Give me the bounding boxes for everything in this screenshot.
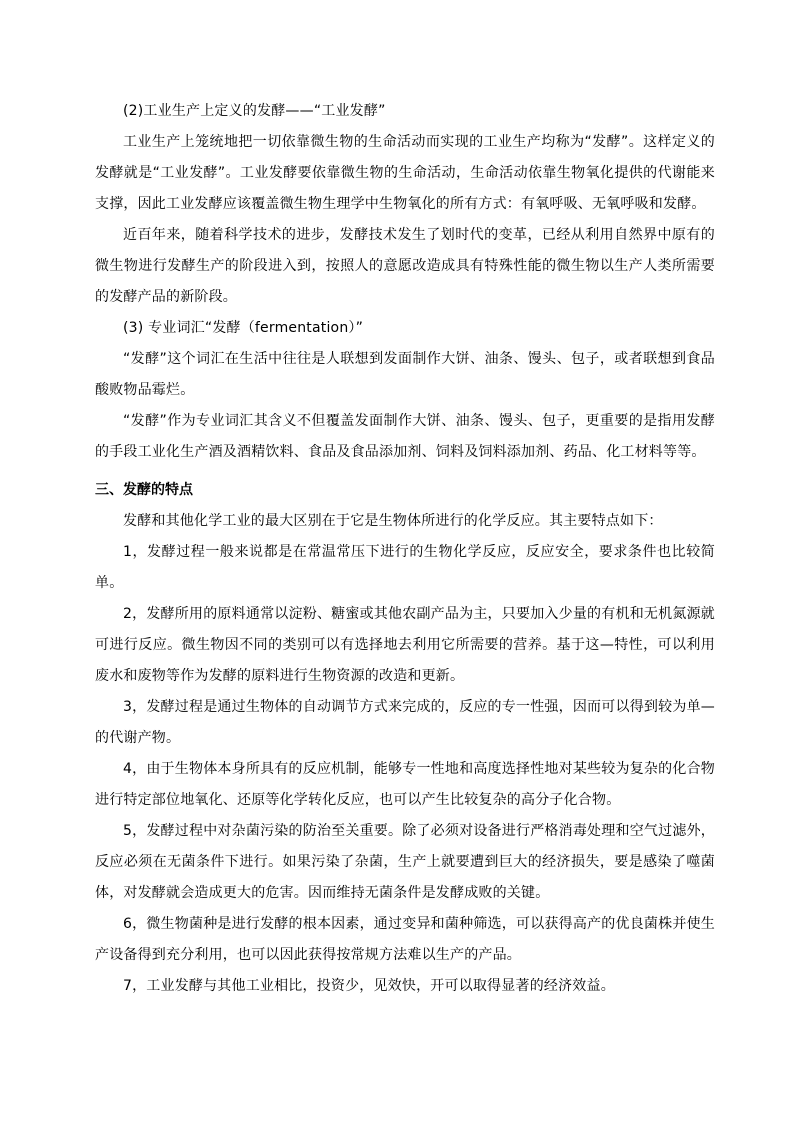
paragraph-everyday-meaning: “发酵”这个词汇在生活中往往是人联想到发面制作大饼、油条、馒头、包子，或者联想到食品酸败物品霉烂。 bbox=[95, 351, 715, 398]
paragraph-century-progress: 近百年来，随着科学技术的进步，发酵技术发生了划时代的变革，已经从利用自然界中原有的微生物进行发酵生产的阶段进入到，按照人的意愿改造成具有特殊性能的微生物以生产人类所需要的发酵产品的新阶段。 bbox=[95, 227, 715, 305]
document-body bbox=[95, 96, 715, 1002]
subsection-heading-industrial-fermentation: (2)工业生产上定义的发酵——“工业发酵” bbox=[123, 103, 386, 119]
characteristic-item-5: 5，发酵过程中对杂菌污染的防治至关重要。除了必须对设备进行严格消毒处理和空气过滤外，反应必须在无菌条件下进行。如果污染了杂菌，生产上就要遭到巨大的经济损失，要是感染了噬菌体，对发酵就会造成更大的危害。因而维持无菌条件是发酵成败的关键。 bbox=[95, 823, 715, 901]
characteristic-item-4: 4，由于生物体本身所具有的反应机制，能够专一性地和高度选择性地对某些较为复杂的化合物进行特定部位地氧化、还原等化学转化反应，也可以产生比较复杂的高分子化合物。 bbox=[95, 761, 715, 808]
characteristic-item-6: 6，微生物菌种是进行发酵的根本因素，通过变异和菌种筛选，可以获得高产的优良菌株并使生产设备得到充分利用，也可以因此获得按常规方法难以生产的产品。 bbox=[95, 916, 715, 963]
characteristic-item-1: 1，发酵过程一般来说都是在常温常压下进行的生物化学反应，反应安全，要求条件也比较简单。 bbox=[95, 544, 715, 591]
characteristic-item-7: 7，工业发酵与其他工业相比，投资少，见效快，开可以取得显著的经济效益。 bbox=[123, 978, 615, 994]
paragraph-professional-meaning: “发酵”作为专业词汇其含义不但覆盖发面制作大饼、油条、馒头、包子，更重要的是指用发酵的手段工业化生产酒及酒精饮料、食品及食品添加剂、饲料及饲料添加剂、药品、化工材料等等。 bbox=[95, 413, 715, 460]
characteristic-item-3: 3，发酵过程是通过生物体的自动调节方式来完成的，反应的专一性强，因而可以得到较为单—的代谢产物。 bbox=[95, 699, 715, 746]
subsection-heading-fermentation-term: (3) 专业词汇“发酵（fermentation）” bbox=[123, 320, 364, 336]
section-title-fermentation-characteristics: 三、发酵的特点 bbox=[95, 482, 193, 498]
characteristic-item-2: 2，发酵所用的原料通常以淀粉、糖蜜或其他农副产品为主，只要加入少量的有机和无机氮源就可进行反应。微生物因不同的类别可以有选择地去利用它所需要的营养。基于这—特性，可以利用废水和废物等作为发酵的原料进行生物资源的改造和更新。 bbox=[95, 606, 715, 684]
paragraph-industrial-fermentation-definition: 工业生产上笼统地把一切依靠微生物的生命活动而实现的工业生产均称为“发酵”。这样定义的发酵就是“工业发酵”。工业发酵要依靠微生物的生命活动，生命活动依靠生物氧化提供的代谢能来支撑，因此工业发酵应该覆盖微生物生理学中生物氧化的所有方式：有氧呼吸、无氧呼吸和发酵。 bbox=[95, 134, 715, 212]
paragraph-section-intro: 发酵和其他化学工业的最大区别在于它是生物体所进行的化学反应。其主要特点如下： bbox=[123, 513, 663, 529]
